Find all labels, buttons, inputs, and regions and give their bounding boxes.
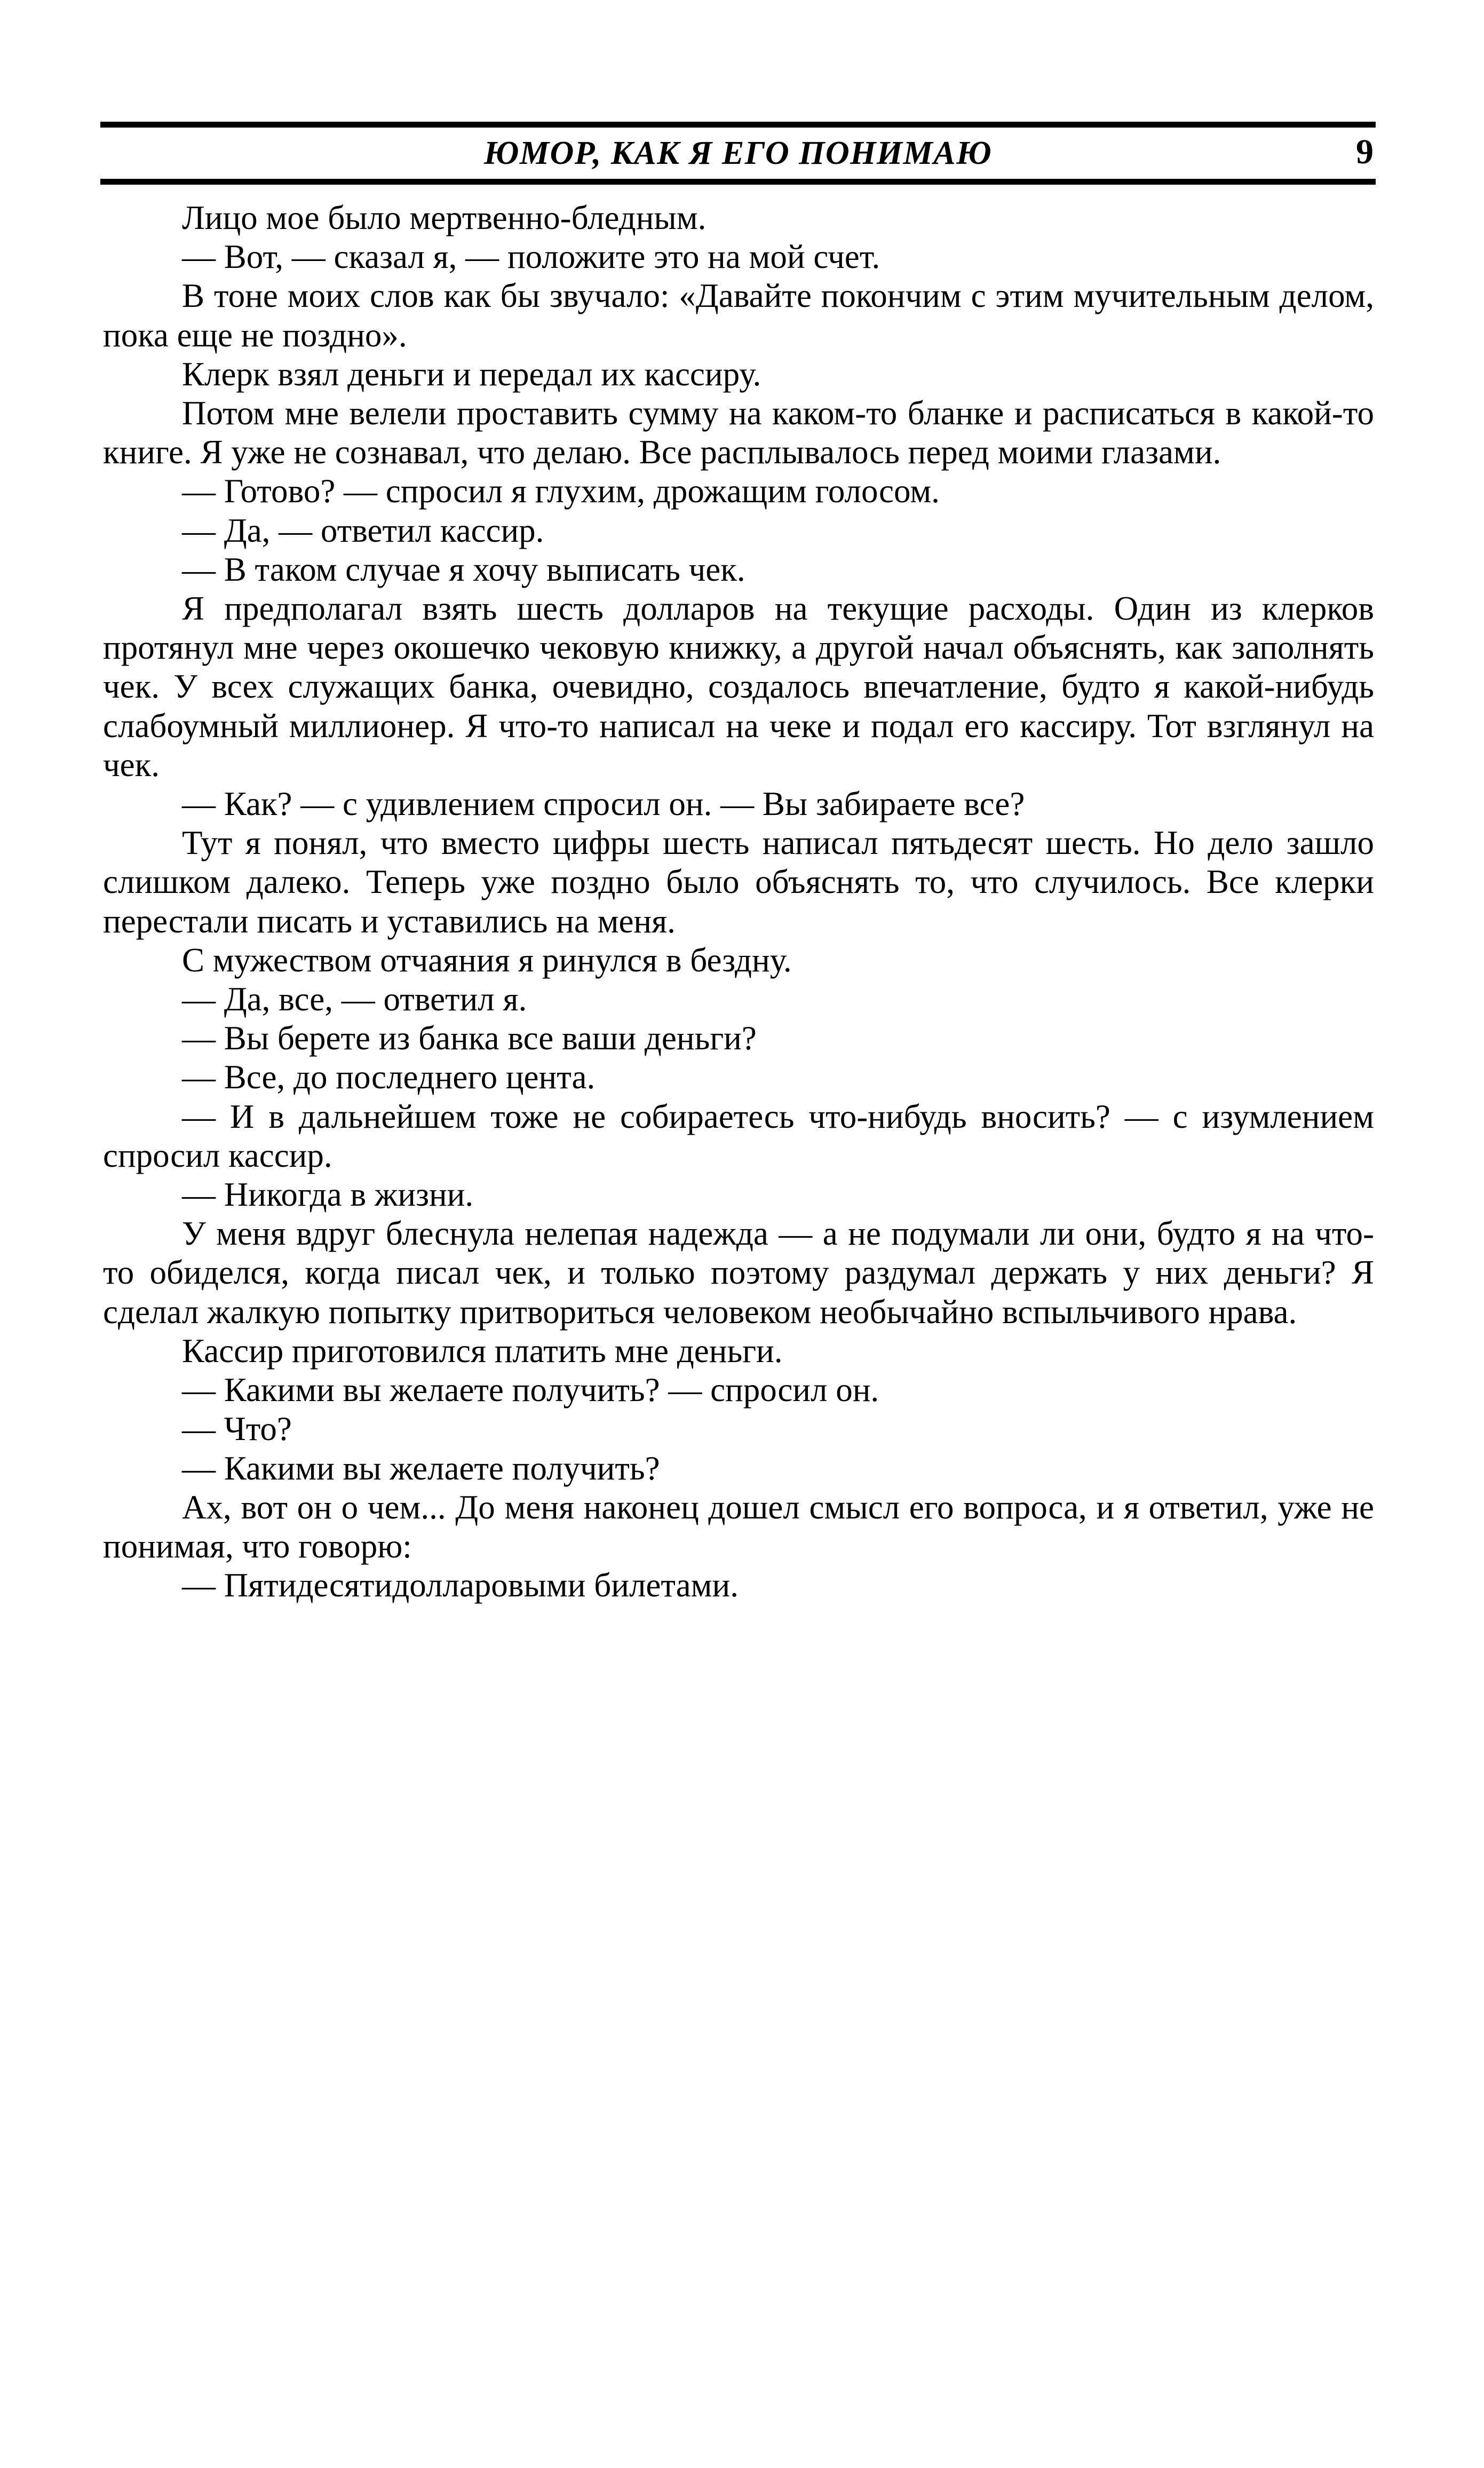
- paragraph: Ах, вот он о чем... До меня наконец дошел смысл его вопроса, и я ответил, уже не понимая, что говорю:: [103, 1488, 1374, 1565]
- header-rule-top: [100, 122, 1376, 128]
- paragraph: С мужеством отчаяния я ринулся в бездну.: [182, 941, 792, 979]
- paragraph: — Вот, — сказал я, — положите это на мой счет.: [182, 238, 880, 276]
- paragraph: — Как? — с удивлением спросил он. — Вы забираете все?: [182, 785, 1025, 823]
- paragraph: Клерк взял деньги и передал их кассиру.: [182, 355, 761, 393]
- running-header: [100, 122, 1376, 185]
- header-rule-bottom: [100, 179, 1376, 185]
- paragraph: — Вы берете из банка все ваши деньги?: [182, 1019, 757, 1057]
- paragraph: — Все, до последнего цента.: [182, 1058, 596, 1096]
- paragraph: — Пятидесятидолларовыми билетами.: [182, 1567, 739, 1604]
- page-number: 9: [1356, 132, 1374, 171]
- body-text-column: [103, 199, 1374, 1605]
- paragraph: — И в дальнейшем тоже не собираетесь что-нибудь вносить? — с изумлением спросил кассир.: [103, 1097, 1374, 1174]
- paragraph: Кассир приготовился платить мне деньги.: [182, 1332, 783, 1370]
- page-title: ЮМОР, КАК Я ЕГО ПОНИМАЮ: [483, 135, 993, 171]
- paragraph: — Да, все, — ответил я.: [182, 980, 527, 1018]
- paragraph: — В таком случае я хочу выписать чек.: [182, 550, 745, 588]
- paragraph: — Какими вы желаете получить?: [182, 1449, 660, 1487]
- paragraph: В тоне моих слов как бы звучало: «Давайте покончим с этим мучительным делом, пока еще не поздно».: [103, 277, 1374, 354]
- paragraph: — Да, — ответил кассир.: [182, 511, 544, 549]
- paragraph: Лицо мое было мертвенно-бледным.: [182, 199, 707, 236]
- paragraph: — Какими вы желаете получить? — спросил он.: [182, 1371, 879, 1409]
- paragraph: Потом мне велели проставить сумму на каком-то бланке и расписаться в какой-то книге. Я уже не сознавал, что делаю. Все расплывалось перед моими глазами.: [103, 394, 1374, 471]
- paragraph: Тут я понял, что вместо цифры шесть написал пятьдесят шесть. Но дело зашло слишком далеко. Теперь уже поздно было объяснять то, что случилось. Все клерки перестали писать и уставились на меня.: [103, 824, 1374, 940]
- paragraph: У меня вдруг блеснула нелепая надежда — а не подумали ли они, будто я на что-то обиделся, когда писал чек, и только поэтому раздумал держать у них деньги? Я сделал жалкую попытку притвориться человеком необычайно вспыльчивого нрава.: [103, 1215, 1374, 1331]
- paragraph: Я предполагал взять шесть долларов на текущие расходы. Один из клерков протянул мне через окошечко чековую книжку, а другой начал объяснять, как заполнять чек. У всех служащих банка, очевидно, создалось впечатление, будто я какой-нибудь слабоумный миллионер. Я что-то написал на чеке и подал его кассиру. Тот взглянул на чек.: [103, 590, 1374, 784]
- paragraph: — Готово? — спросил я глухим, дрожащим голосом.: [182, 472, 940, 510]
- paragraph: — Никогда в жизни.: [182, 1176, 474, 1214]
- paragraph: — Что?: [182, 1410, 292, 1448]
